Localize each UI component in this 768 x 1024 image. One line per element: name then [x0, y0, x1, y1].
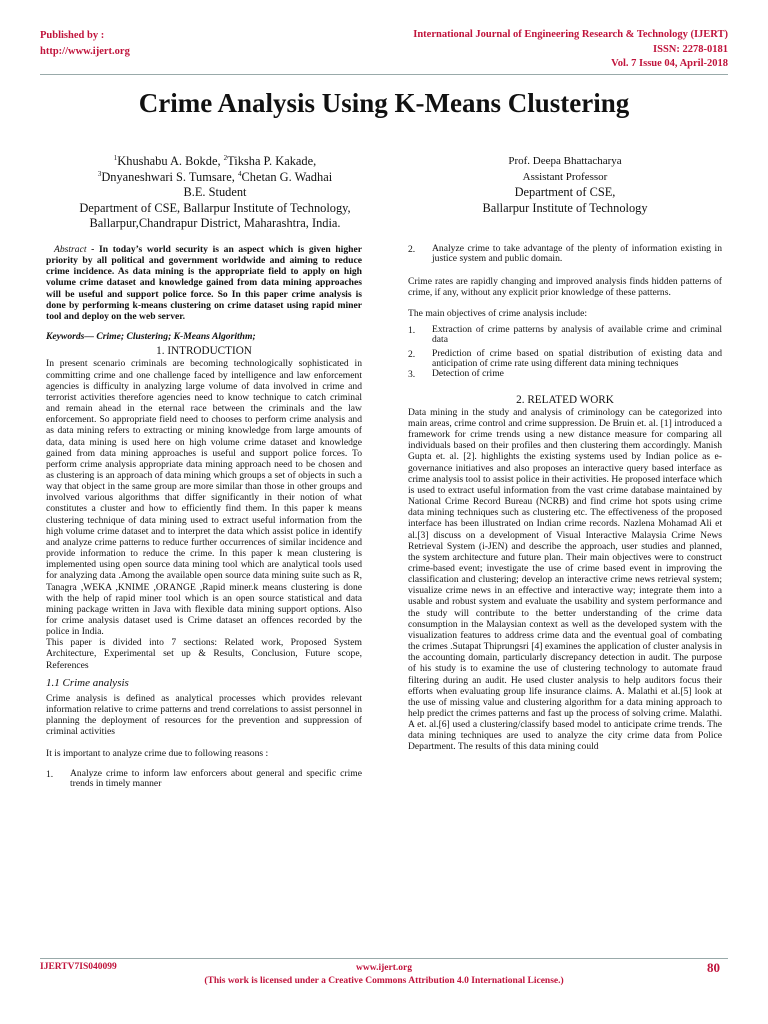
- author-sup: 3: [97, 169, 102, 178]
- journal-info-block: [413, 28, 728, 72]
- intro-paragraph-2: This paper is divided into 7 sections: Related work, Proposed System Architecture, Experimental set up & Results, Conclusion, Future scope, References: [46, 637, 362, 671]
- publisher-block: [40, 28, 130, 60]
- volume-issue: Vol. 7 Issue 04, April-2018: [611, 58, 728, 69]
- author-sup: 4: [237, 169, 242, 178]
- author-name: Chetan G. Wadhai: [241, 169, 333, 184]
- list-item: [46, 769, 362, 789]
- author-sup: 2: [223, 153, 228, 162]
- list-text: Analyze crime to take advantage of the plenty of information existing in justice system and public domain.: [432, 243, 722, 264]
- author-address: Ballarpur,Chandrapur District, Maharashtra, India.: [89, 216, 341, 231]
- footer-center: [0, 962, 768, 988]
- author-role: B.E. Student: [183, 185, 247, 200]
- license-note: (This work is licensed under a Creative Commons Attribution 4.0 International License.): [204, 976, 564, 986]
- abstract-dash: -: [86, 244, 99, 255]
- journal-url-link[interactable]: http://www.ijert.org: [40, 46, 130, 57]
- related-work-paragraph: Data mining in the study and analysis of criminology can be categorized into main areas, crime control and crime suppression. De Bruin et. al. [1] introduced a framework for crime trends using a new distance measure for comparing all individuals based on their profiles and then clustering them accordingly. Manish Gupta et. al. [2]. highlights the existing systems used by Indian police as e-governance initiatives and also proposes an interactive query based interface as crime analysis tool to assist police in their activities. He proposed interface which is used to extract useful information from the vast crime database maintained by National Crime Record Bureau (NCRB) and find crime hot spots using crime data mining techniques such as clustering etc. The effectiveness of the proposed interface has been illustrated on Indian crime records. Nazlena Mohamad Ali et al.[3] discuss on a development of Visual Interactive Malaysia Crime News Retrieval System (i-JEN) and describe the approach, user studies and planned, the system architecture and future plan. Their main objectives were to construct crime-based event; investigate the use of crime based event in improving the classification and clustering; develop an interactive crime news retrieval system; visualize crime news in an effective and interactive way; integrate them into a usable and robust system and evaluate the usability and system performance and the study will contribute to the better understanding of the crime data consumption in the Malaysian context as well as the developed system with the visualization features to address crime data and the eventual goal of combating the crimes .Sutapat Thiprungsri [4] examines the application of cluster analysis in the accounting domain, particularly discrepancy detection in audit. The purpose of his study is to examine the use of clustering technology to automate fraud filtering during an audit. He used cluster analysis to help auditors focus their efforts when evaluating group life insurance claims. A. Malathi et al.[5] look at the use of missing value and clustering algorithm for a data mining approach to help predict the crimes patterns and fast up the process of solving crime. Malathi. A et. al.[6] used a clustering/classify based model to anticipate crime trends. The data mining techniques are used to analyze the city crime data from Police Department. The results of this data mining could: [408, 406, 722, 753]
- objective-item: [408, 369, 722, 380]
- list-text: Detection of crime: [432, 368, 504, 380]
- abstract-text: In today’s world security is an aspect which is given higher priority by all political and government worldwide and aiming to reduce crime incidence. As data mining is the appropriate field to apply on high volume crime dataset and knowledge gained from data mining approaches will be useful and support police force. So In this paper crime analysis is done by performing k-means clustering on crime dataset using rapid miner tool and deploy on the web server.: [46, 244, 362, 322]
- professor-department: Department of CSE,: [514, 185, 616, 200]
- journal-name: International Journal of Engineering Research & Technology (IJERT): [413, 29, 728, 40]
- published-by-label: Published by :: [40, 30, 105, 41]
- author-line-2: [40, 170, 390, 186]
- list-number: 2.: [408, 244, 416, 255]
- professor-name: Prof. Deepa Bhattacharya: [508, 155, 622, 167]
- footer-site-link[interactable]: www.ijert.org: [356, 963, 412, 973]
- crime-analysis-paragraph-1: Crime analysis is defined as analytical processes which provides relevant information relative to crime patterns and trend correlations to assist personnel in planning the deployment of resources for the prevention and suppression of criminal activities: [46, 692, 362, 738]
- right-column: [408, 244, 722, 753]
- author-name: Dnyaneshwari S. Tumsare,: [101, 169, 238, 184]
- spacer: [408, 381, 722, 391]
- author-line-1: [40, 154, 390, 170]
- objective-item: [408, 325, 722, 345]
- header-divider: [40, 74, 728, 75]
- issn: ISSN: 2278-0181: [653, 43, 728, 55]
- paper-id: IJERTV7IS040099: [40, 962, 117, 972]
- list-number: 2.: [408, 349, 416, 361]
- objectives-intro: The main objectives of crime analysis include:: [408, 308, 588, 320]
- subsection-heading-crime-analysis: 1.1 Crime analysis: [46, 676, 129, 689]
- abstract-label: Abstract: [54, 244, 87, 255]
- list-text: Prediction of crime based on spatial distribution of existing data and anticipation of crime rate using different data mining techniques: [432, 348, 722, 370]
- section-heading-introduction: 1. INTRODUCTION: [156, 345, 252, 358]
- author-name: Khushabu A. Bokde,: [117, 154, 224, 168]
- footer-divider: [40, 958, 728, 959]
- authors-students: [40, 154, 390, 232]
- list-number: 1.: [46, 768, 54, 780]
- crime-analysis-paragraph-2: It is important to analyze crime due to following reasons :: [46, 747, 269, 759]
- list-text: Analyze crime to inform law enforcers about general and specific crime trends in timely manner: [70, 767, 362, 789]
- spacer: [46, 738, 362, 748]
- section-heading-related-work: 2. RELATED WORK: [516, 393, 614, 406]
- list-item: [408, 244, 722, 264]
- left-column: [46, 244, 362, 789]
- paper-title: Crime Analysis Using K-Means Clustering: [138, 88, 630, 118]
- list-number: 1.: [408, 325, 416, 337]
- professor-institute: Ballarpur Institute of Technology: [482, 200, 648, 215]
- crime-rates-paragraph: Crime rates are rapidly changing and improved analysis finds hidden patterns of crime, if any, without any explicit prior knowledge of these patterns.: [408, 276, 722, 299]
- spacer: [408, 298, 722, 308]
- keywords: Keywords— Crime; Clustering; K-Means Algorithm;: [46, 331, 256, 343]
- page-number: 80: [707, 960, 720, 975]
- author-sup: 1: [113, 153, 118, 162]
- list-number: 3.: [408, 369, 416, 381]
- authors-professor: [400, 154, 730, 216]
- list-text: Extraction of crime patterns by analysis of available crime and criminal data: [432, 324, 722, 346]
- abstract: [46, 244, 362, 322]
- objective-item: [408, 349, 722, 369]
- intro-paragraph-1: In present scenario criminals are becoming technologically sophisticated in committing crime and one challenge faced by intelligence and law enforcement agencies is difficulty in analyzing large volume of data involved in crime and terrorist activities therefore agencies need to know technique to catch criminal and remain ahead in the eternal race between the criminals and the law enforcement. So appropriate field need to chooses to perform crime analysis and as data mining refers to extracting or mining knowledge from large amounts of data, data mining is used here on high volume crime dataset and knowledge gained from data mining approaches is useful and support police forces. To perform crime analysis appropriate data mining approach need to be chosen and as clustering is an approach of data mining which groups a set of objects in such a way that object in the same group are more similar than those in other groups and involved various algorithms that differ significantly in their notion of what constitutes a cluster and how to efficiently find them. In this paper k means clustering technique of data mining used to extract useful information from the high volume crime dataset and to interpret the data which assist police in identify and analyze crime patterns to reduce further occurrences of similar incidence and provide information to reduce the crime. In this paper k mean clustering is implemented using open source data mining tool which are analytical tools used for analyzing data .Among the available open source data mining suite such as R, Tanagra ,WEKA ,KNIME ,ORANGE ,Rapid miner.k means clustering is done with the help of rapid miner tool which is an open source statistical and data mining package written in Java with flexible data mining support options. Also for crime analysis dataset used is Crime dataset an offences recorded by the police in India.: [46, 358, 362, 638]
- author-name: Tiksha P. Kakade,: [227, 154, 317, 168]
- professor-role: Assistant Professor: [522, 170, 608, 183]
- author-department: Department of CSE, Ballarpur Institute of Technology,: [79, 200, 351, 215]
